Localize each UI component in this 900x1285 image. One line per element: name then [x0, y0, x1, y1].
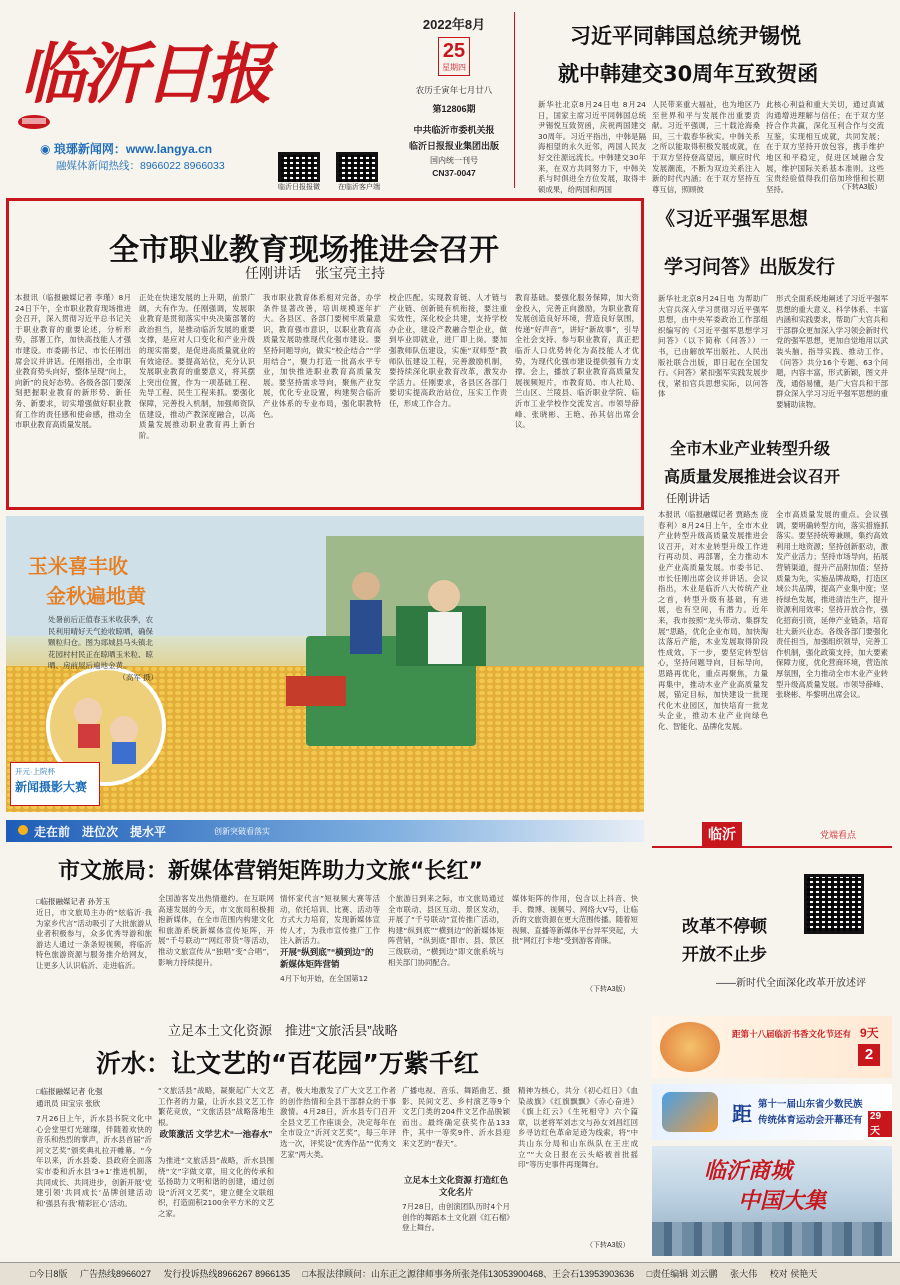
masthead-logo: [14, 14, 268, 134]
story-4-continued: （下转A3版）: [586, 1242, 630, 1249]
story-4-subtitle-2: 立足本土文化资源 打造红色文化名片: [403, 1175, 509, 1197]
ad-sports-meeting[interactable]: [652, 1084, 892, 1140]
top-story-title-2: 就中韩建交30周年互致贺函: [558, 62, 819, 86]
ad2-days: 29天: [868, 1111, 892, 1137]
top-story-continued: （下转A3版）: [838, 184, 882, 191]
qr1-label: 临沂日报报微: [268, 182, 330, 192]
code-line1: 国内统一刊号: [430, 156, 478, 165]
date-day-box: [438, 37, 470, 76]
photo-caption-text: 处暑前后正值春玉米收获季，农民利用晴好天气抢收晾晒，确保颗粒归仓。图为郯城县马头镇北花园村村民正在晾晒玉米粒、晾晒、房前屋后遍地金黄。: [48, 615, 153, 670]
photo-title-2: 金秋遍地黄: [46, 584, 146, 608]
commentary-qr-code[interactable]: [804, 874, 864, 934]
footer-proofreader: 校对 侯艳天: [769, 1269, 818, 1279]
footer-ad-hotline: 广告热线8966027: [79, 1269, 152, 1279]
globe-icon: ◉: [40, 142, 51, 156]
ad1-text: 距第十八届临沂书香文化节还有: [732, 1029, 852, 1039]
side-story-2: [652, 432, 892, 812]
footer-legal-counsel: □本报法律顾问：山东正之源律师事务所张尧伟13053900468、王会石13953903636: [302, 1269, 635, 1279]
story-4-col3: 者，极大地激发了广大文艺工作者的创作热情和全县干部群众的干事激情。4月28日，沂水县专门召开全县文艺工作座谈会，决定每年在全市设立“沂河文艺奖”，每三年评选一次，评奖设“优秀作品”“优秀文艺家”两大类。: [280, 1086, 396, 1159]
story-4-byline-1: □临报融媒记者 化强: [36, 1087, 103, 1096]
date-panel: [398, 10, 510, 178]
lead-story-title: 全市职业教育现场推进会召开: [109, 233, 499, 268]
commentary-subtitle: ——新时代全面深化改革开放述评: [716, 978, 866, 989]
ad2-line1: 第十一届山东省少数民族: [758, 1099, 863, 1110]
qr2-label: 在临沂客户端: [328, 182, 390, 192]
ad-book-festival[interactable]: [652, 1016, 892, 1078]
masthead-vrule: [514, 12, 515, 188]
lead-story-subtitle: 任刚讲话 张宝亮主持: [245, 265, 385, 281]
side-story-2-title-1: 全市木业产业转型升级: [670, 439, 831, 458]
story-4-kicker: 立足本土文化资源 推进“文旅活县”战略: [168, 1023, 398, 1038]
ad1-days: 9天: [860, 1026, 879, 1040]
footer-complaint-hotline: 发行投诉热线8966267 8966135: [163, 1269, 291, 1279]
story-3-col3: 情怀家代言”短视频大赛等活动，依托培训、比赛、活动等方式大力培育，发现新媒体宣传人才，为我市宣传推广工作注入新活力。: [280, 894, 380, 946]
date-year-month: 2022年8月: [422, 17, 486, 32]
sports-emblem-icon: [662, 1092, 718, 1132]
organ-line1: 中共临沂市委机关报: [413, 125, 495, 135]
side-story-1: [652, 198, 892, 430]
ad2-prefix: 距: [732, 1104, 752, 1126]
hotline-line: [56, 158, 225, 173]
website-line: [40, 140, 212, 157]
hotline-number: 8966022 8966033: [140, 160, 225, 172]
side-story-2-title-2: 高质量发展推进会议召开: [664, 467, 841, 486]
story-3-col3b: 4月下旬开始，在全国第12: [280, 974, 369, 983]
photo-title-1: 玉米喜丰收: [28, 554, 128, 578]
story-4-byline-2: 通讯员 田宝宗 张欣: [36, 1099, 101, 1108]
story-3-subtitle: 开展“纵到底”“横到边”的新媒体矩阵营销: [280, 947, 374, 969]
code-line2: CN37-0047: [432, 168, 476, 178]
hotline-label: 融媒体新闻热线：: [56, 160, 140, 172]
banner-dot-icon: [18, 825, 28, 835]
side-story-1-col1: 新华社北京8月24日电 为帮助广大官兵深入学习贯彻习近平强军思想，由中央军委政治工作部组织编写的《习近平强军思想学习问答》（以下简称《问答》）一书，已由解放军出版社、人民出版社联合出版，即日起在全国发行。《问答》紧扣强军实践发展步伐，紧扣官兵思想实际，以问答体: [658, 294, 768, 399]
photo-badge-line2: 新闻摄影大赛: [15, 780, 88, 794]
story-4-title: 沂水：让文艺的“百花园”万紫千红: [96, 1049, 479, 1078]
lead-story-col3: 我市职业教育体系相对完备，办学条件显著改善，培训规模逐年扩大。各县区、各部门要树牢质量意识，教育强市意识，以职业教育高质量发展助推现代化强市建设。要坚持问题导向，做实“校企结合”“学用结合”，聚力打造一批高水平专业，加快推进职业教育高质量发展。要坚持需求导向，聚焦产业发展，优化专业设置，构建契合临沂产业体系的专业布局，强化职教特色。: [263, 293, 381, 419]
story-3-col2: 全国游客发出热情邀约。在互联网高速发展的今天，市文旅局积极拥抱新媒体，在全市范围内构建文化和旅游系统新媒体宣传矩阵，开展“千号联动”“网红带货”等活动，推动文旅宣传从“独唱”变“合唱”，影响力持续提升。: [158, 894, 274, 967]
photo-credit: （高军 摄）: [118, 672, 158, 682]
footer-editor-2: 张大伟: [730, 1269, 758, 1279]
date-day: 25: [442, 40, 466, 62]
story-3-title: 市文旅局：新媒体营销矩阵助力文旅“长红”: [58, 859, 483, 884]
story-3-col5: 媒体矩阵的作用，包含以上抖音、快手、微博、视频号、网络大V号，让临沂的文旅资源在更大范围传播。随着短视频、直播等新媒体平台异军突起，大批“网红打卡地”受到游客青睐。: [512, 894, 638, 946]
banner-sub: 创新突破看落实: [214, 827, 270, 836]
top-story-col3: 此核心利益和重大关切，通过真诚沟通增进理解与信任；在于双方坚持合作共赢，深化互利合作与交流互鉴，实现相互成就，共同发展；在于双方坚持开放包容，携手维护地区和平稳定，促进区域融合发展，维护国际关系基本准则。这些宝贵经验值得我们倍加珍惜和长期坚持。: [766, 100, 884, 194]
lead-story: [6, 198, 644, 510]
ad3-line1: 临沂商城: [704, 1158, 793, 1184]
side-story-1-title-2: 学习问答》出版发行: [664, 256, 836, 278]
story-4-subtitle: 政策激活 文学艺术“一池春水”: [159, 1129, 273, 1139]
story-4-col1: 7月26日上午，沂水县书院文化中心会堂里灯光璀璨，伴随着欢快的音乐和热烈的掌声，沂水县首届“沂河文艺奖”颁奖典礼拉开帷幕。“今年以来，沂水县委、县政府全面落实市委和沂水县‘3+1’推进机制，共同成长、共同进步，创新开展‘党建引领’共同成长‘品牌创建活动和‘强县有我’精彩匠心’活动。: [36, 1114, 152, 1208]
feature-photo: [6, 516, 644, 812]
lead-story-col4: 校企匹配。实现教育链、人才链与产业链、创新链有机衔接，要注重实效性，深化校企共建，支持学校办企业，建设产教融合型企业，做到毕业即就业，进厂即上岗。要加强教师队伍建设，实施“双师型”教师队伍建设工程，完善激励机制，要持续深化职业教育改革，激发办学活力。任刚要求，各县区各部门要切实提高政治站位，压实工作责任，形成工作合力。: [389, 293, 507, 408]
footer-bar: [0, 1262, 900, 1285]
website-url[interactable]: www.langya.cn: [125, 142, 213, 156]
commentary-tag: 党端看点: [820, 830, 857, 840]
story-4-col4b: 7月28日，由创演团队历时4个月创作的舞蹈本土文化剧《红石榴》登上舞台。: [402, 1202, 510, 1233]
footer-editor: □责任编辑 刘云鹏: [646, 1269, 718, 1279]
website-label: 琅琊新闻网：: [53, 142, 126, 156]
ad-linyi-mall[interactable]: [652, 1146, 892, 1256]
story-3-col4: 个旅游日到来之际，市文旅局通过全市联动、县区互动、景区发动，开展了“千号联动”宣传推广活动，构建“纵到底”“横到边”的新媒体矩阵营销，“纵到底”即市、县、景区三级联动，“横到边”即文旅系统与相关部门协同配合。: [388, 894, 504, 967]
ad3-city-skyline: [652, 1222, 892, 1256]
story-3-col1: 近日，市文旅局主办的“炫临沂·我为家乡代言”活动吸引了大批旅游从业者积极参与，众多优秀导游和旅游达人通过一条条短视频，将临沂特色旅游资源与服务推介给网友，让更多人认识临沂、走进临沂。: [36, 908, 152, 970]
top-story-col2: 人民带来重大福祉，也为地区乃至世界和平与发展作出重要贡献。习近平强调，三十载沧海桑田，三十载春华秋实。中韩关系之所以能取得积极发展成就，在于双方坚持登高望远，顺应时代发展潮流，不断为双边关系注入新的时代内涵；在于双方坚持互尊互信，照顾彼: [652, 100, 760, 194]
book-festival-logo-icon: [660, 1022, 720, 1072]
photo-badge[interactable]: [10, 762, 100, 806]
side-story-1-col2: 形式全面系统地阐述了习近平强军思想的重大意义、科学体系、丰富内涵和实践要求，帮助广大官兵和干部群众更加深入学习领会新时代党的强军思想，更加自觉地用以武装头脑、指导实践、推动工作。《问答》共分16个专题、63个问题，内容丰富，形式新颖，图文并茂，通俗易懂，是广大官兵和干部群众深入学习习近平强军思想的重要辅助读物。: [776, 294, 888, 409]
commentary-box: [652, 816, 892, 1012]
lunar-date: 农历壬寅年七月廿八: [415, 85, 493, 95]
ad2-line2: 传统体育运动会开幕还有: [758, 1115, 863, 1126]
story-4: [6, 1014, 644, 1256]
lead-story-col5: 教育基础。要强化服务保障，加大资金投入，完善正向激励，为职业教育发展创造良好环境，营造良好氛围，传递“好声音”，讲好“新故事”，引导全社会支持、参与职业教育，真正把临沂人口优势转化为高技能人才优势，为现代化强市建设提供强有力支撑。会上，播放了职业教育高质量发展视频短片，市教育局、市人社局、兰山区、兰陵县、临沂职业学院、临沂市工业学校作交流发言。市领导薛峰、张晓彬、王艳、孙其信出席会议。: [515, 293, 639, 430]
story-4-col4: 广播电视、音乐、舞蹈曲艺、摄影、民间文艺、乡村演艺等9个文艺门类的204件文艺作品脱颖而出。最终确定获奖作品133件，其中一等奖9件、沂水县迎来文艺的“春天”。: [402, 1086, 510, 1148]
issue-number: 第12806期: [432, 104, 476, 114]
commentary-title-2: 开放不止步: [682, 945, 767, 965]
top-story: [522, 14, 890, 192]
photo-caption: [48, 614, 158, 683]
top-story-title-1: 习近平同韩国总统尹锡悦: [570, 24, 801, 48]
story-3-continued: （下转A3版）: [586, 986, 630, 993]
ad3-line2: 中国大集: [738, 1188, 827, 1214]
date-weekday: 星期四: [442, 63, 466, 72]
commentary-title-1: 改革不停顿: [682, 917, 767, 937]
side-story-2-subtitle: 任刚讲话: [666, 493, 710, 505]
banner-text: 走在前 进位次 提水平: [34, 825, 167, 839]
lead-story-col1: 本报讯（临报融媒记者 李瑾）8月24日下午，全市职业教育现场推进会召开，深入贯彻习近平总书记关于职业教育的重要论述，分析形势，部署工作，加快高技能人才强市建设。市委副书记、市长任刚出席会议并讲话。任刚指出，全市职业教育势头向好，整体呈现“向上，向新”的良好态势。各级各部门要深刻把握职业教育的新形势、新任务、新要求，切实增强做好职业教育工作的责任感和使命感，推动全市职业教育高质量发展。: [15, 293, 131, 430]
campaign-banner: [6, 820, 644, 842]
logo-text: 临沂日报: [20, 35, 268, 113]
organ-line2: 临沂日报报业集团出版: [408, 141, 499, 151]
story-3: [6, 846, 644, 1000]
story-3-byline: □临报融媒记者 孙芳玉: [36, 897, 111, 906]
side-story-2-col1: 本报讯（临报融媒记者 贾路杰 庞春利）8月24日上午，全市木业产业转型升级高质量发展推进会议召开，对木业转型升级工作进行再动员、再部署，全力推动木业产业高质量发展。市委书记、市长任刚出席会议并讲话。会议指出，木业是临沂八大传统产业之首，转型升级有基础，有进展，也有空间，有潜力。近年来，我市按照“龙头带动、集群发展”思路，优化企业布局，加快淘汰落后产能，木业发展取得阶段性成效。下一步，要坚定转型信心，坚持问题导向，目标导向，思路再优化，重点再聚焦，力量再集中，推动木业产业高质量发展，锚定目标，加快建设一批现代化木业园区，加快培育一批龙头企业，推动木业产业向绿色化、智能化、品牌化发展。: [658, 510, 768, 731]
lead-story-col2: 正处在快速发展的上升期，前景广阔，大有作为。任刚强调，发展职业教育是贯彻落实中央决策部署的政治担当，是推动临沂发展的重要支撑，是应对人口变化和产业升级的现实需要，是促进高质量就业的有效途径。要提高站位，充分认识发展职业教育的重要意义，将其摆上突出位置，作为一项基础工程、先导工程、民生工程来抓。要强化保障，完善投入机制，加强师资队伍建设，推动产教深度融合，以高质量发展推动职业教育再上新台阶。: [139, 293, 255, 440]
story-4-col2b: 为推进“文旅活县”战略，沂水县围绕“文”字做文章，用文化的传承和弘扬助力文明和谐的创建，通过创设“沂河文艺奖”，建立健全文联组织，打造面积2100余平方米的文艺之家。: [158, 1156, 274, 1218]
commentary-header: [652, 822, 892, 848]
side-story-2-col2: 全市高质量发展的重点。会议强调，要明确转型方向，落实措施抓落实。要坚持统筹兼顾，集约高效利用土地资源；坚持创新驱动，激发产业活力；坚持市场导向，拓展营销渠道，提升产品附加值；坚持质量为先，实施品牌战略，打造区域公共品牌，提高产业集中度；坚持绿色发展，推进清洁生产，提升资源利用效率；坚持开放合作，强化招商引资，延伸产业链条，培育壮大新兴业态。各级各部门要强化责任担当，加强组织领导，完善工作机制，强化政策支持，加大要素保障力度，优化营商环境，营造浓厚氛围，全力推动全市木业产业转型升级高质量发展。市领导薛峰、张晓彬、毕黎明出席会议。: [776, 510, 888, 700]
ad1-number: 2: [858, 1044, 880, 1066]
photo-badge-line1: 开元·上院杯: [15, 767, 55, 776]
top-story-col1: 新华社北京8月24日电 8月24日，国家主席习近平同韩国总统尹锡悦互致贺函，庆祝两国建交30周年。习近平指出，中韩是隔海相望的永久近邻，两国人民友好交往源远流长。中韩建交30年来，在双方共同努力下，中韩关系与时俱进全方位发展，取得丰硕成果，给两国和两国: [538, 100, 646, 194]
commentary-brand: 临沂: [702, 822, 742, 846]
side-story-1-title-1: 《习近平强军思想: [656, 208, 809, 230]
footer-pages: □今日8版: [30, 1269, 68, 1279]
story-4-col2: “文旅活县”战略，凝聚起广大文艺工作者的力量，让沂水县文艺工作繁花竞放，“文旅活县”战略落地生根。: [158, 1086, 274, 1127]
story-4-col5: 精神为核心，共分《初心红日》《血染战旗》《红旗飘飘》《赤心奋进》《旗上红云》《生死相守》六个篇章，以老将军刘志文与孙女刘昌红回乡寻访红色革命足迹为线索，将“中共山东分局和山东纵队在王庄成立”“大众日报在云头峪被首批摇印”等历史事件再现舞台。: [518, 1086, 638, 1170]
